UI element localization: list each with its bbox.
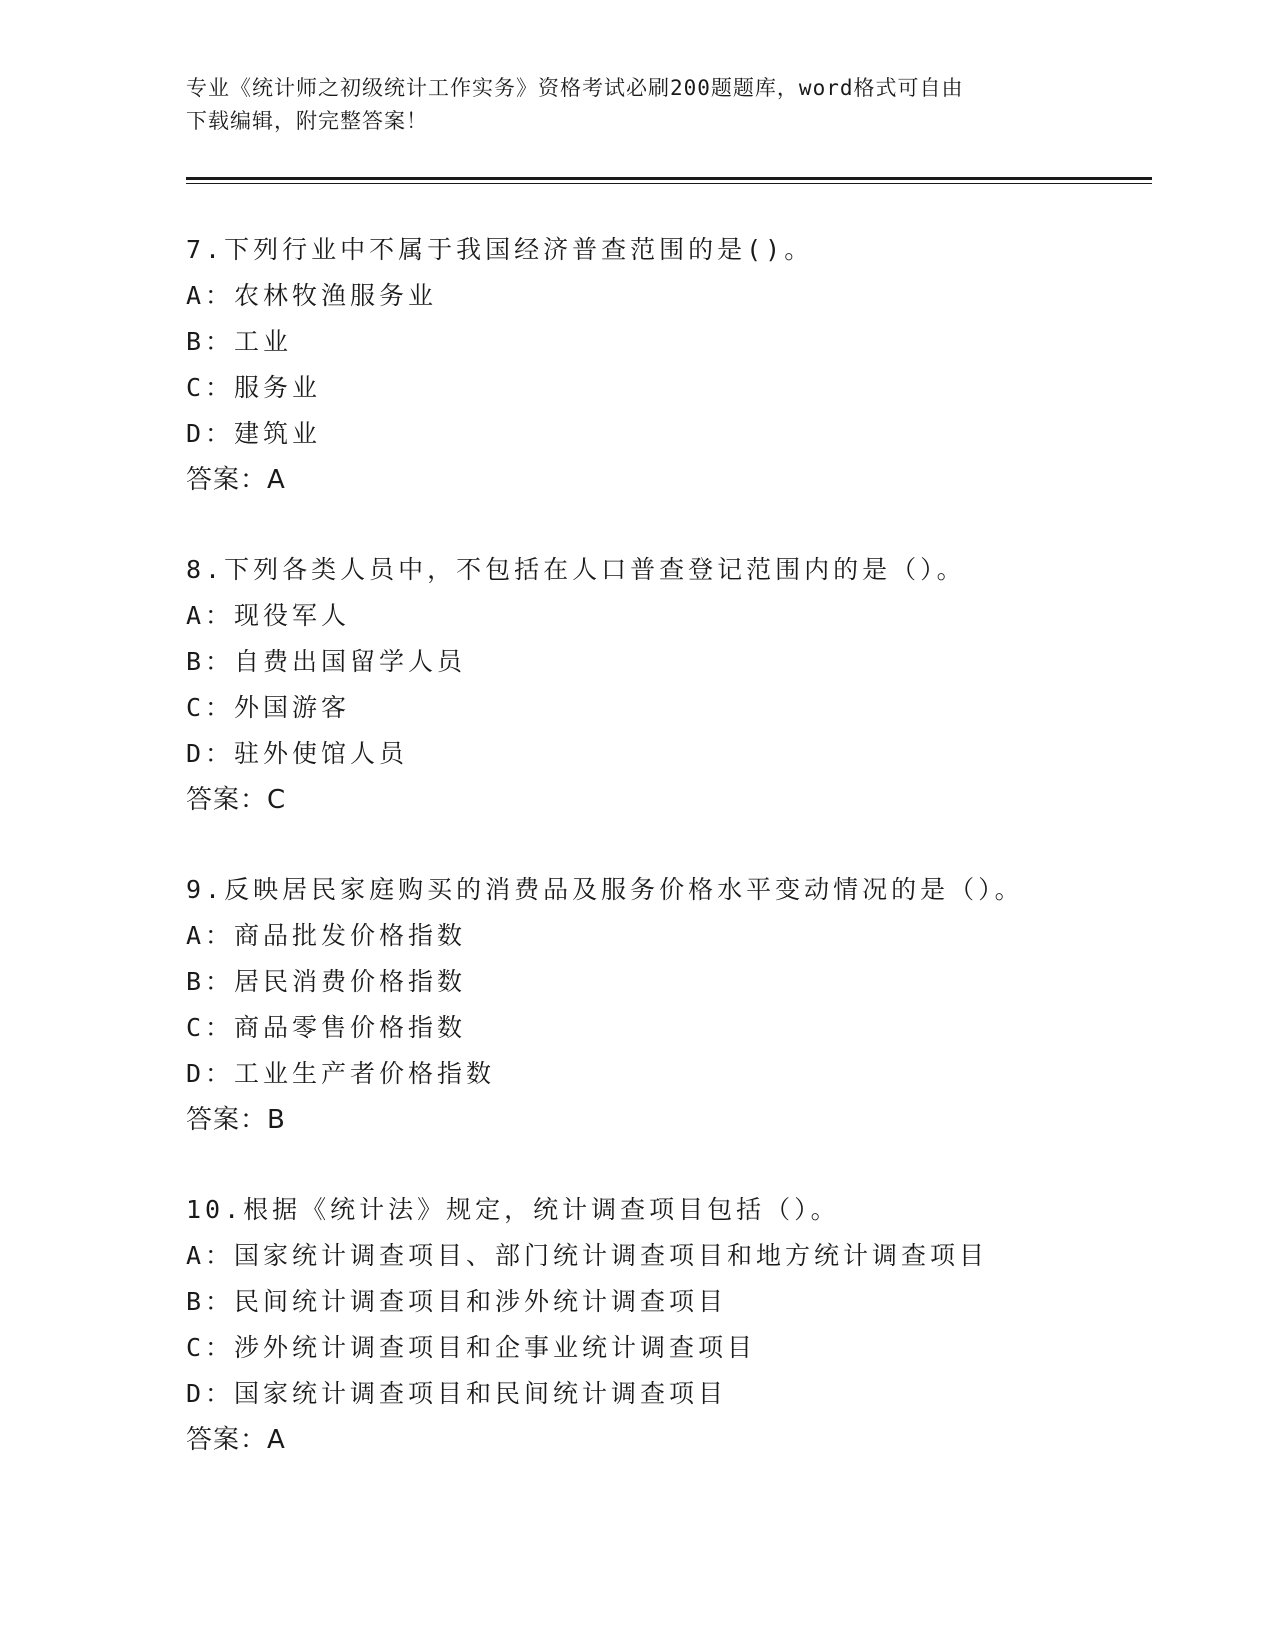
option-b: B：自费出国留学人员 <box>186 647 467 676</box>
header-line-1: 专业《统计师之初级统计工作实务》资格考试必刷200题题库，word格式可自由 <box>186 76 964 100</box>
answer: 答案：C <box>186 785 287 815</box>
question-9 <box>186 867 1186 1143</box>
option-c: C：服务业 <box>186 373 322 402</box>
question-8 <box>186 547 1186 823</box>
question-text: 8.下列各类人员中，不包括在人口普查登记范围内的是（）。 <box>186 555 966 584</box>
answer: 答案：B <box>186 1105 286 1135</box>
option-a: A：农林牧渔服务业 <box>186 281 438 310</box>
header-divider-thick <box>186 177 1152 180</box>
question-10 <box>186 1187 1186 1463</box>
question-text: 7.下列行业中不属于我国经济普查范围的是()。 <box>186 235 814 264</box>
answer: 答案：A <box>186 1425 286 1455</box>
option-d: D：驻外使馆人员 <box>186 739 409 768</box>
option-c: C：商品零售价格指数 <box>186 1013 467 1042</box>
answer: 答案：A <box>186 465 286 495</box>
option-c: C：涉外统计调查项目和企事业统计调查项目 <box>186 1333 757 1362</box>
option-a: A：国家统计调查项目、部门统计调查项目和地方统计调查项目 <box>186 1241 989 1270</box>
question-text: 9.反映居民家庭购买的消费品及服务价格水平变动情况的是（）。 <box>186 875 1024 904</box>
question-text: 10.根据《统计法》规定，统计调查项目包括（）。 <box>186 1195 840 1224</box>
option-b: B：居民消费价格指数 <box>186 967 467 996</box>
header-divider-thin <box>186 183 1152 184</box>
document-header <box>186 72 1066 138</box>
option-d: D：国家统计调查项目和民间统计调查项目 <box>186 1379 728 1408</box>
option-a: A：商品批发价格指数 <box>186 921 467 950</box>
option-d: D：建筑业 <box>186 419 322 448</box>
header-line-2: 下载编辑，附完整答案！ <box>186 109 428 133</box>
option-d: D：工业生产者价格指数 <box>186 1059 496 1088</box>
question-7 <box>186 227 1186 503</box>
option-b: B：工业 <box>186 327 293 356</box>
option-a: A：现役军人 <box>186 601 351 630</box>
option-c: C：外国游客 <box>186 693 351 722</box>
option-b: B：民间统计调查项目和涉外统计调查项目 <box>186 1287 728 1316</box>
